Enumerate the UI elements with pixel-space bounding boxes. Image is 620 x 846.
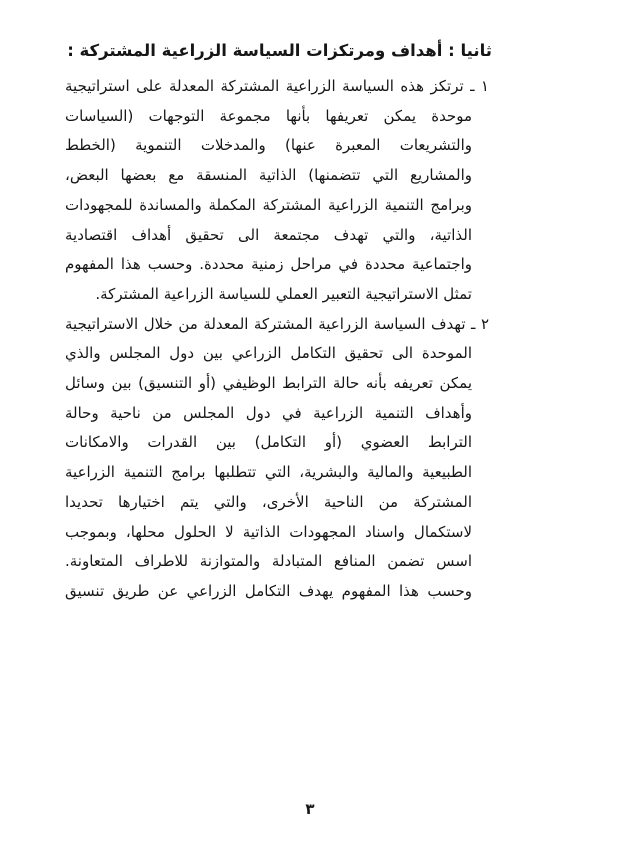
text-line: الطبيعية والمالية والبشرية، التي تتطلبها برامج التنمية الزراعية bbox=[65, 463, 472, 482]
text-line: الترابط العضوي (أو التكامل) بين القدرات والامكانات bbox=[65, 433, 472, 452]
item-number: ١ ـ bbox=[470, 77, 489, 95]
text-line: واجتماعية محددة في مراحل زمنية محددة. وحسب هذا المفهوم bbox=[65, 255, 472, 274]
text-block bbox=[65, 38, 492, 607]
numbered-item-1 bbox=[65, 72, 489, 310]
numbered-item-2 bbox=[65, 310, 489, 607]
page-number: ٣ bbox=[305, 800, 315, 818]
section-heading: ثانيا : أهداف ومرتكزات السياسة الزراعية المشتركة : bbox=[67, 41, 492, 60]
text-line: المشتركة من الناحية الأخرى، والتي يتم اختيارها تحديدا bbox=[65, 492, 472, 511]
text-line bbox=[65, 72, 489, 102]
text-line: الموحدة الى تحقيق التكامل الزراعي بين دول المجلس والذي bbox=[65, 344, 472, 363]
text-line: يمكن تعريفه بأنه حالة الترابط الوظيفي (أو التنسيق) بين وسائل bbox=[65, 374, 472, 393]
text-line: تمثل الاستراتيجية التعبير العملي للسياسة الزراعية المشتركة. bbox=[95, 284, 472, 303]
text-line-content: ترتكز هذه السياسة الزراعية المشتركة المعدلة على استراتيجية bbox=[65, 77, 464, 95]
text-line: لاستكمال واسناد المجهودات الذاتية لا الحلول محلها، وبموجب bbox=[65, 522, 472, 541]
item-number: ٢ ـ bbox=[471, 314, 489, 333]
text-line: موحدة يمكن تعريفها بأنها مجموعة التوجهات (السياسات bbox=[65, 106, 472, 125]
text-line: وأهداف التنمية الزراعية في دول المجلس من ناحية وحالة bbox=[65, 403, 472, 422]
text-line-content: تهدف السياسة الزراعية المشتركة المعدلة من خلال الاستراتيجية bbox=[65, 314, 466, 333]
text-line: وبرامج التنمية الزراعية المشتركة المكملة والمساندة للمجهودات bbox=[65, 195, 472, 214]
text-line: الذاتية، والتي تهدف مجتمعة الى تحقيق أهداف اقتصادية bbox=[65, 225, 472, 244]
text-line: والتشريعات المعبرة عنها) والمدخلات التنموية (الخطط bbox=[65, 136, 472, 155]
text-line: والمشاريع التي تتضمنها) الذاتية المنسقة مع بعضها البعض، bbox=[65, 166, 472, 185]
text-line bbox=[65, 310, 489, 340]
text-line: وحسب هذا المفهوم يهدف التكامل الزراعي عن طريق تنسيق bbox=[65, 581, 472, 600]
text-line: اسس تضمن المنافع المتبادلة والمتوازنة للاطراف المتعاونة. bbox=[65, 552, 472, 571]
